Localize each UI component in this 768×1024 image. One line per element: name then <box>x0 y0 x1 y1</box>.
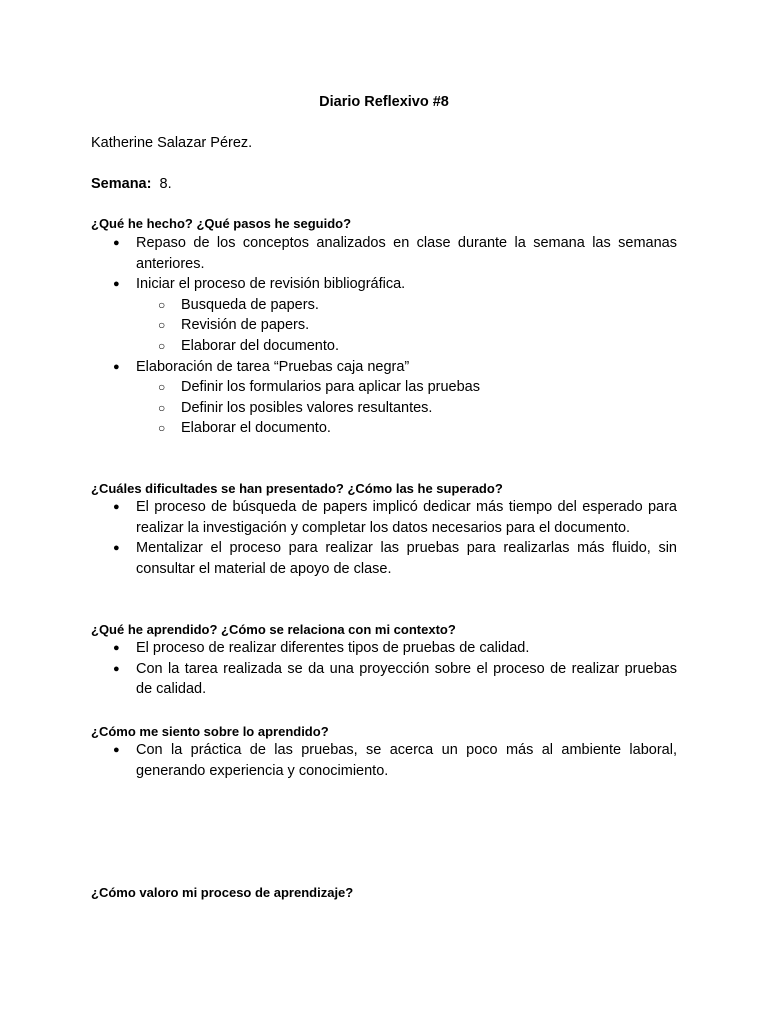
sub-bullet-marker: ○ <box>158 338 166 353</box>
sub-list-item <box>0 336 768 357</box>
section-heading-what-done: ¿Qué he hecho? ¿Qué pasos he seguido? <box>91 216 352 231</box>
list-item <box>0 497 768 538</box>
sub-list-item <box>0 418 768 439</box>
list-item <box>0 538 768 579</box>
sub-list-item-text: Definir los posibles valores resultantes. <box>181 399 433 416</box>
document-title: Diario Reflexivo #8 <box>319 94 449 110</box>
sub-list-item-text: Elaborar el documento. <box>181 420 331 437</box>
list-item-text: El proceso de realizar diferentes tipos de pruebas de calidad. <box>136 640 530 656</box>
bullet-marker: ● <box>113 278 120 291</box>
sub-list-item-text: Definir los formularios para aplicar las pruebas <box>181 379 480 396</box>
bullet-marker: ● <box>113 744 120 756</box>
bullet-marker: ● <box>113 237 120 249</box>
sub-list-item <box>0 377 768 398</box>
section-heading-feelings: ¿Cómo me siento sobre lo aprendido? <box>91 724 329 739</box>
sub-list-item <box>0 295 768 316</box>
sub-list-item-text: Elaborar del documento. <box>181 337 339 354</box>
bullet-marker: ● <box>113 501 120 513</box>
list-item <box>0 638 768 659</box>
section-list-what-done <box>0 233 768 439</box>
sub-bullet-marker: ○ <box>158 400 166 415</box>
sub-list <box>0 377 768 439</box>
sub-bullet-marker: ○ <box>158 380 166 395</box>
list-item-text: El proceso de búsqueda de papers implicó dedicar más tiempo del esperado para realizar la investigación y completar los datos necesarios para el documento. <box>136 499 677 536</box>
list-item <box>0 233 768 274</box>
bullet-marker: ● <box>113 542 120 555</box>
section-list-learned <box>0 638 768 700</box>
sub-list-item <box>0 315 768 336</box>
list-item-text: Elaboración de tarea “Pruebas caja negra” <box>136 358 410 375</box>
sub-list-item-text: Busqueda de papers. <box>181 296 319 313</box>
bullet-marker: ● <box>113 662 120 675</box>
sub-list <box>0 295 768 357</box>
section-heading-assessment: ¿Cómo valoro mi proceso de aprendizaje? <box>91 885 354 900</box>
list-item <box>0 357 768 439</box>
list-item-text: Con la tarea realizada se da una proyección sobre el proceso de realizar pruebas de calidad. <box>136 660 677 698</box>
week-value: 8. <box>159 176 172 192</box>
list-item-text: Iniciar el proceso de revisión bibliográfica. <box>136 276 406 293</box>
section-list-feelings <box>0 740 768 781</box>
list-item <box>0 659 768 700</box>
sub-bullet-marker: ○ <box>158 297 166 312</box>
week-line <box>91 175 172 193</box>
section-heading-difficulties: ¿Cuáles dificultades se han presentado? ¿Cómo las he superado? <box>91 481 503 496</box>
sub-bullet-marker: ○ <box>158 318 166 333</box>
author-name: Katherine Salazar Pérez. <box>91 135 253 151</box>
section-list-difficulties <box>0 497 768 579</box>
section-heading-learned: ¿Qué he aprendido? ¿Cómo se relaciona con mi contexto? <box>91 622 456 637</box>
bullet-marker: ● <box>113 642 120 654</box>
list-item <box>0 274 768 356</box>
week-label: Semana: <box>91 176 152 192</box>
list-item-text: Repaso de los conceptos analizados en clase durante la semana las semanas anteriores. <box>136 235 677 272</box>
sub-list-item-text: Revisión de papers. <box>181 317 310 334</box>
sub-bullet-marker: ○ <box>158 421 166 436</box>
bullet-marker: ● <box>113 360 120 373</box>
list-item <box>0 740 768 781</box>
sub-list-item <box>0 398 768 419</box>
list-item-text: Con la práctica de las pruebas, se acerca un poco más al ambiente laboral, generando experiencia y conocimiento. <box>136 742 677 779</box>
list-item-text: Mentalizar el proceso para realizar las pruebas para realizarlas más fluido, sin consultar el material de apoyo de clase. <box>136 540 677 577</box>
